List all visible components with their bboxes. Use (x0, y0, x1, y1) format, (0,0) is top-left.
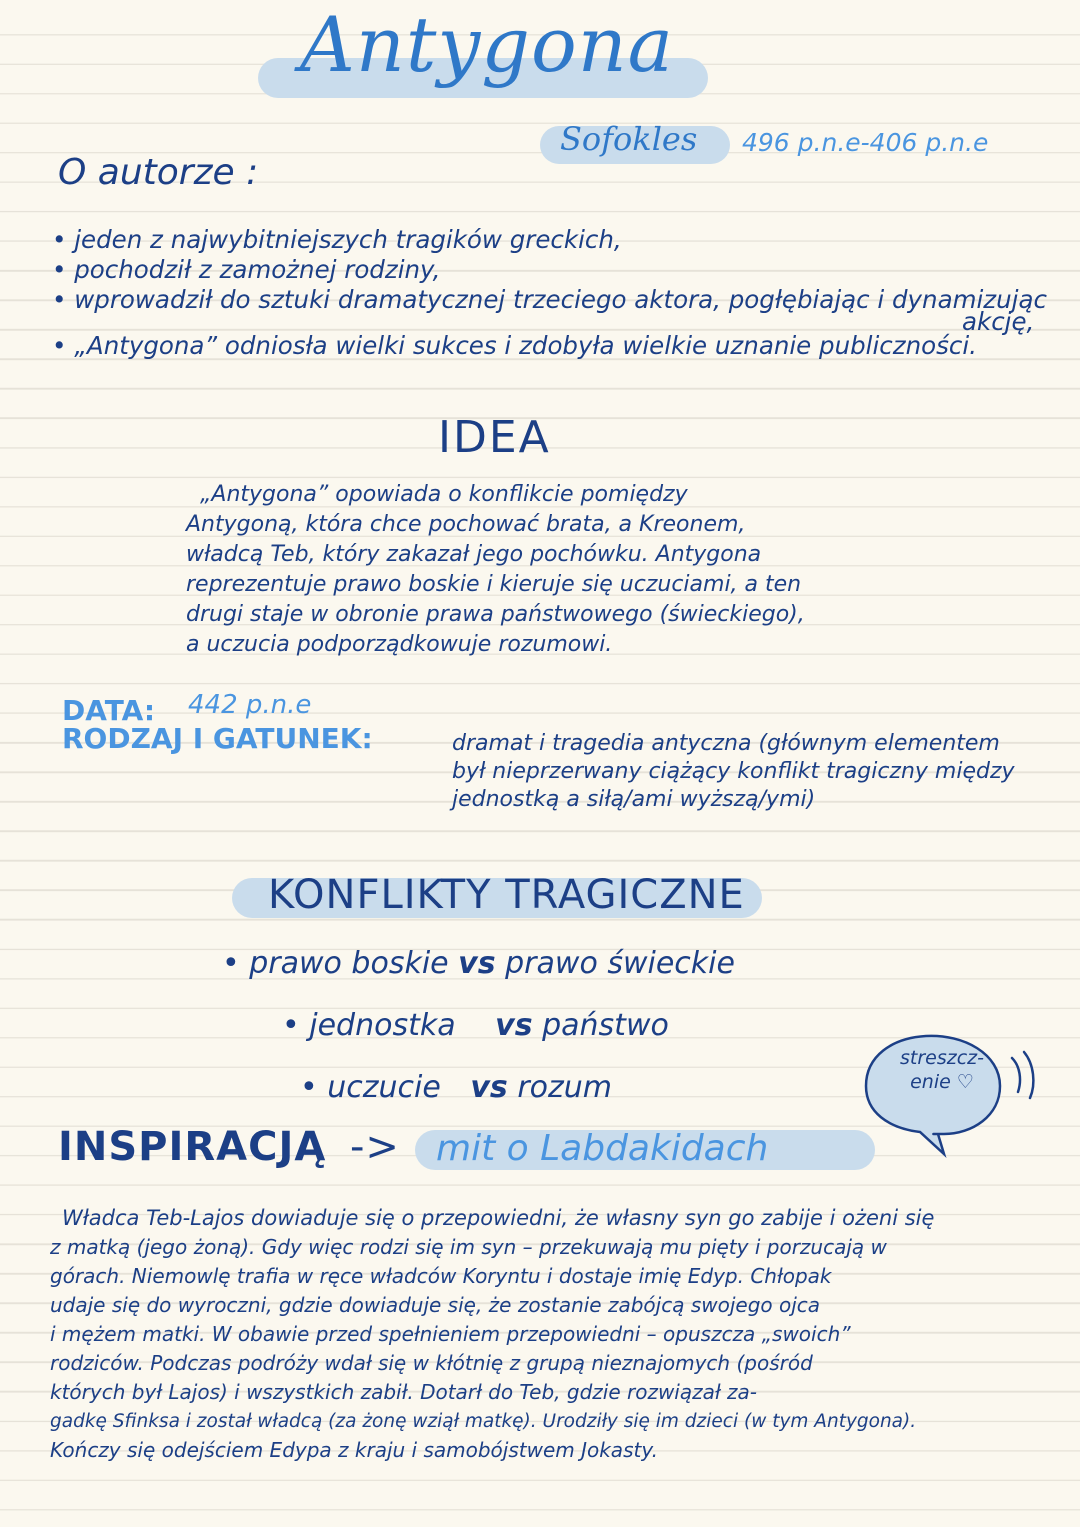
idea-line: drugi staje w obronie prawa państwowego (świeckiego), (186, 602, 805, 627)
conflict-vs: vs (458, 946, 496, 981)
author-dates: 496 p.n.e-406 p.n.e (742, 128, 989, 157)
idea-line: władcą Teb, który zakazał jego pochówku. Antygona (186, 542, 762, 567)
idea-paragraph (186, 480, 805, 660)
idea-heading: IDEA (438, 412, 551, 463)
story-line: Władca Teb-Lajos dowiaduje się o przepowiedni, że własny syn go zabije i ożeni się (62, 1206, 935, 1230)
story-line: górach. Niemowlę trafia w ręce władców Koryntu i dostaje imię Edyp. Chłopak (50, 1264, 832, 1288)
about-heading: O autorze : (58, 152, 259, 193)
inspiration-label: INSPIRACJĄ (58, 1124, 327, 1170)
story-paragraph (50, 1204, 934, 1465)
arrow-icon: -> (350, 1124, 400, 1170)
genre-text (452, 730, 1015, 814)
genre-line: był nieprzerwany ciążący konflikt tragiczny między (452, 759, 1015, 784)
conflicts-heading: KONFLIKTY TRAGICZNE (268, 872, 745, 918)
genre-line: jednostką a siłą/ami wyższą/ymi) (452, 787, 816, 812)
idea-line: „Antygona” opowiada o konflikcie pomiędzy (200, 482, 688, 507)
story-line: gadkę Sfinksa i został władcą (za żonę wziął matkę). Urodziły się im dzieci (w tym Antygona). (50, 1411, 917, 1432)
genre-label: RODZAJ I GATUNEK: (62, 722, 373, 755)
inspiration-value: mit o Labdakidach (436, 1128, 769, 1169)
conflict-left: prawo boskie (249, 946, 449, 981)
conflict-row: • jednostka vs państwo (282, 1008, 669, 1043)
idea-line: Antygoną, która chce pochować brata, a Kreonem, (186, 512, 746, 537)
bubble-line: streszcz- (900, 1047, 984, 1069)
story-line: i mężem matki. W obawie przed spełnieniem przepowiedni – opuszcza „swoich” (50, 1322, 851, 1346)
data-label: DATA: (62, 694, 156, 727)
idea-line: reprezentuje prawo boskie i kieruje się uczuciami, a ten (186, 572, 802, 597)
author-name: Sofokles (560, 120, 698, 158)
conflict-right: rozum (517, 1070, 612, 1105)
conflict-right: prawo świeckie (505, 946, 735, 981)
idea-line: a uczucia podporządkowuje rozumowi. (186, 632, 613, 657)
bubble-line: enie ♡ (910, 1071, 974, 1093)
conflict-row: • uczucie vs rozum (300, 1070, 612, 1105)
story-line: których był Lajos) i wszystkich zabił. Dotarł do Teb, gdzie rozwiązał za- (50, 1380, 757, 1404)
data-value: 442 p.n.e (188, 690, 312, 720)
about-item: akcję, (962, 307, 1035, 336)
page-title: Antygona (300, 0, 674, 89)
conflict-left: jednostka (309, 1008, 456, 1043)
conflict-row: • prawo boskie vs prawo świeckie (222, 946, 735, 981)
story-line: z matką (jego żoną). Gdy więc rodzi się im syn – przekuwają mu pięty i porzucają w (50, 1235, 887, 1259)
about-item: • pochodził z zamożnej rodziny, (52, 255, 441, 284)
genre-line: dramat i tragedia antyczna (głównym elementem (452, 731, 1000, 756)
about-item: • jeden z najwybitniejszych tragików greckich, (52, 225, 622, 254)
story-line: Kończy się odejściem Edypa z kraju i samobójstwem Jokasty. (50, 1438, 658, 1462)
about-list (52, 222, 1047, 364)
conflict-left: uczucie (327, 1070, 441, 1105)
about-item: • „Antygona” odniosła wielki sukces i zdobyła wielkie uznanie publiczności. (52, 331, 977, 360)
story-line: udaje się do wyroczni, gdzie dowiaduje się, że zostanie zabójcą swojego ojca (50, 1293, 821, 1317)
conflict-vs: vs (495, 1008, 533, 1043)
conflict-vs: vs (470, 1070, 508, 1105)
conflict-right: państwo (542, 1008, 669, 1043)
about-item: • wprowadził do sztuki dramatycznej trzeciego aktora, pogłębiając i dynamizując (52, 285, 1047, 314)
story-line: rodziców. Podczas podróży wdał się w kłótnię z grupą nieznajomych (pośród (50, 1351, 813, 1375)
bubble-text (892, 1046, 992, 1094)
